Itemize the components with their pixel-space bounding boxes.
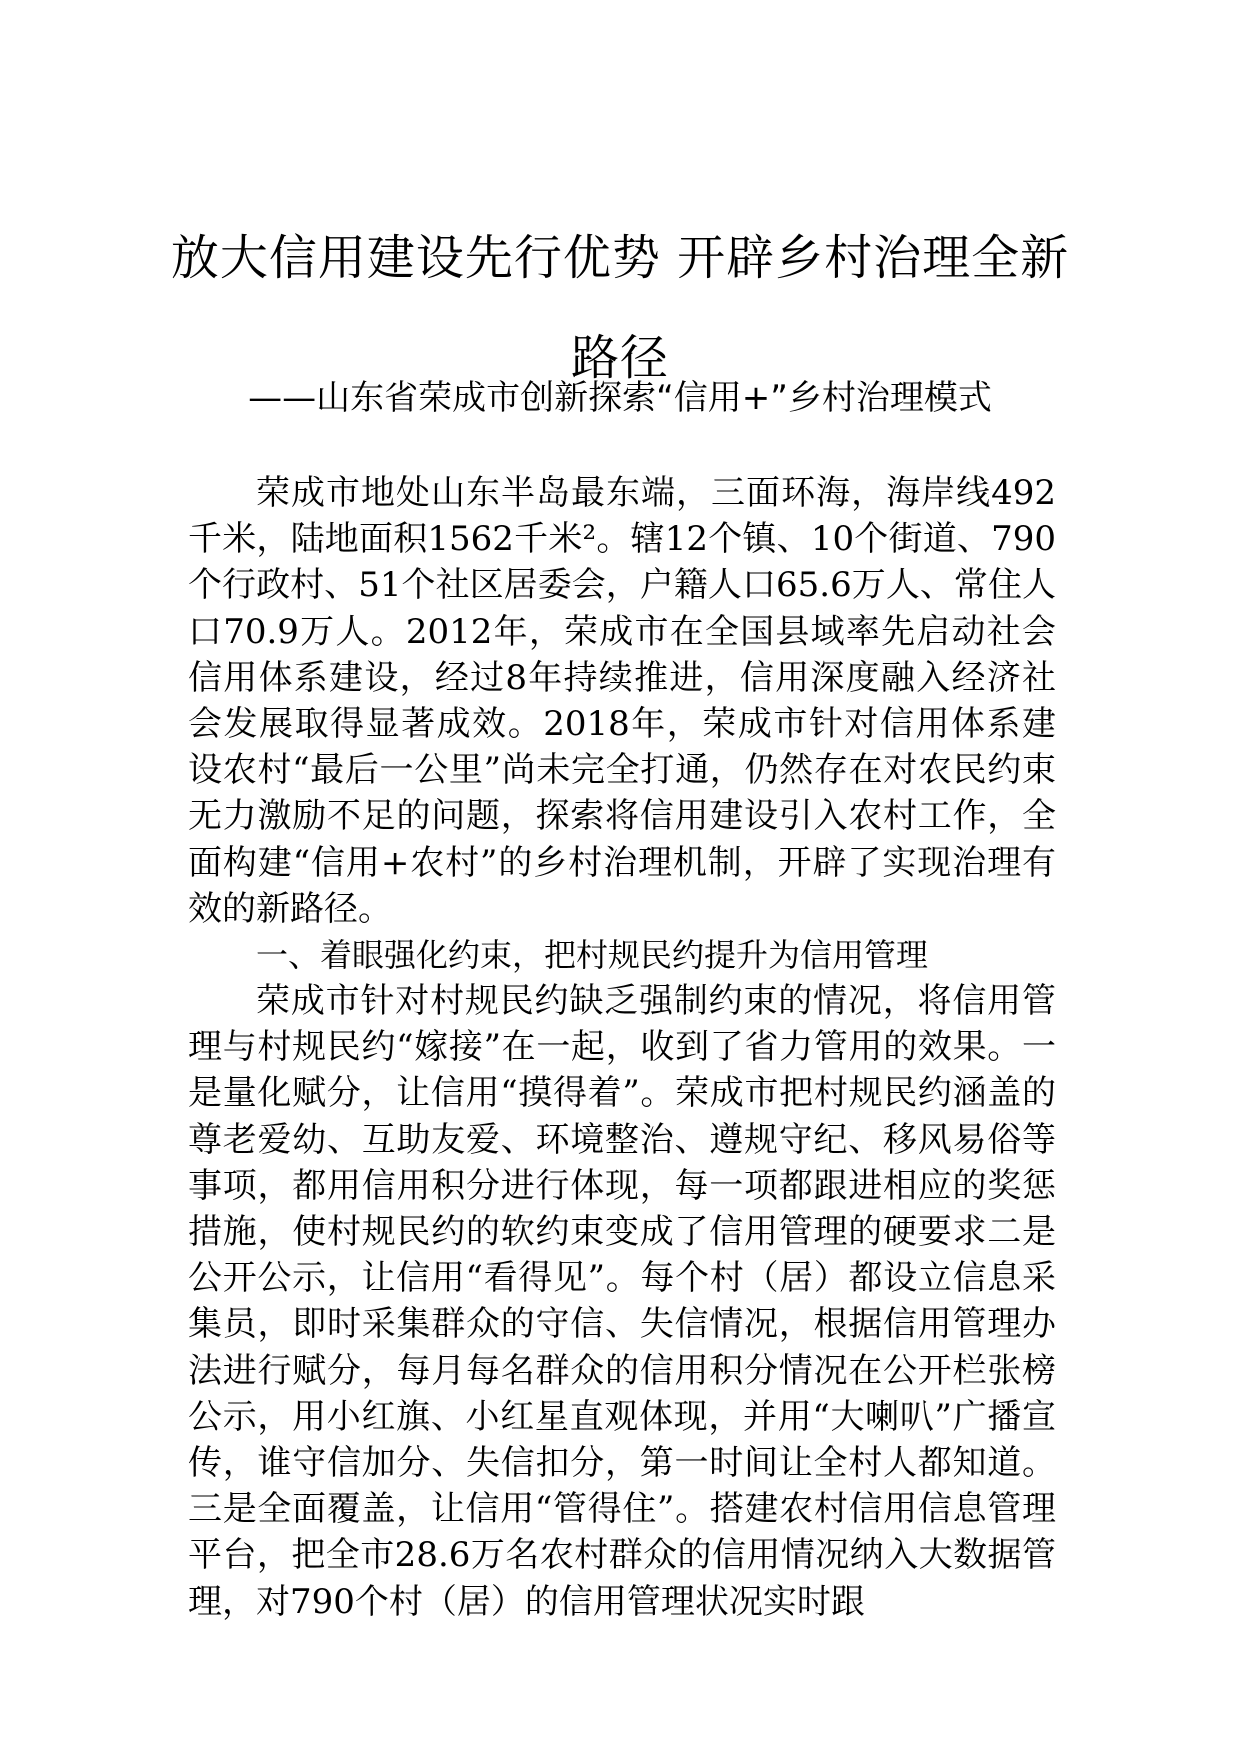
document-subtitle: ——山东省荣成市创新探索“信用+”乡村治理模式	[248, 378, 992, 418]
section-heading-1: 一、着眼强化约束，把村规民约提升为信用管理	[256, 936, 929, 975]
intro-paragraph: 荣成市地处山东半岛最东端，三面环海，海岸线492千米，陆地面积1562千米²。辖12个镇、10个街道、790个行政村、51个社区居委会，户籍人口65.6万人、常住人口70.9万人。2012年，荣成市在全国县域率先启动社会信用体系建设，经过8年持续推进，信用深度融入经济社会发展取得显著成效。2018年，荣成市针对信用体系建设农村“最后一公里”尚未完全打通，仍然存在对农民约束无力激励不足的问题，探索将信用建设引入农村工作，全面构建“信用+农村”的乡村治理机制，开辟了实现治理有效的新路径。	[188, 473, 1056, 929]
document-title: 放大信用建设先行优势 开辟乡村治理全新路径	[170, 230, 1070, 386]
document-body	[188, 470, 1056, 1625]
section-1-paragraph: 荣成市针对村规民约缺乏强制约束的情况，将信用管理与村规民约“嫁接”在一起，收到了省力管用的效果。一是量化赋分，让信用“摸得着”。荣成市把村规民约涵盖的尊老爱幼、互助友爱、环境整治、遵规守纪、移风易俗等事项，都用信用积分进行体现，每一项都跟进相应的奖惩措施，使村规民约的软约束变成了信用管理的硬要求二是公开公示，让信用“看得见”。每个村（居）都设立信息采集员，即时采集群众的守信、失信情况，根据信用管理办法进行赋分，每月每名群众的信用积分情况在公开栏张榜公示，用小红旗、小红星直观体现，并用“大喇叭”广播宣传，谁守信加分、失信扣分，第一时间让全村人都知道。三是全面覆盖，让信用“管得住”。搭建农村信用信息管理平台，把全市28.6万名农村群众的信用情况纳入大数据管理，对790个村（居）的信用管理状况实时跟	[188, 981, 1056, 1622]
